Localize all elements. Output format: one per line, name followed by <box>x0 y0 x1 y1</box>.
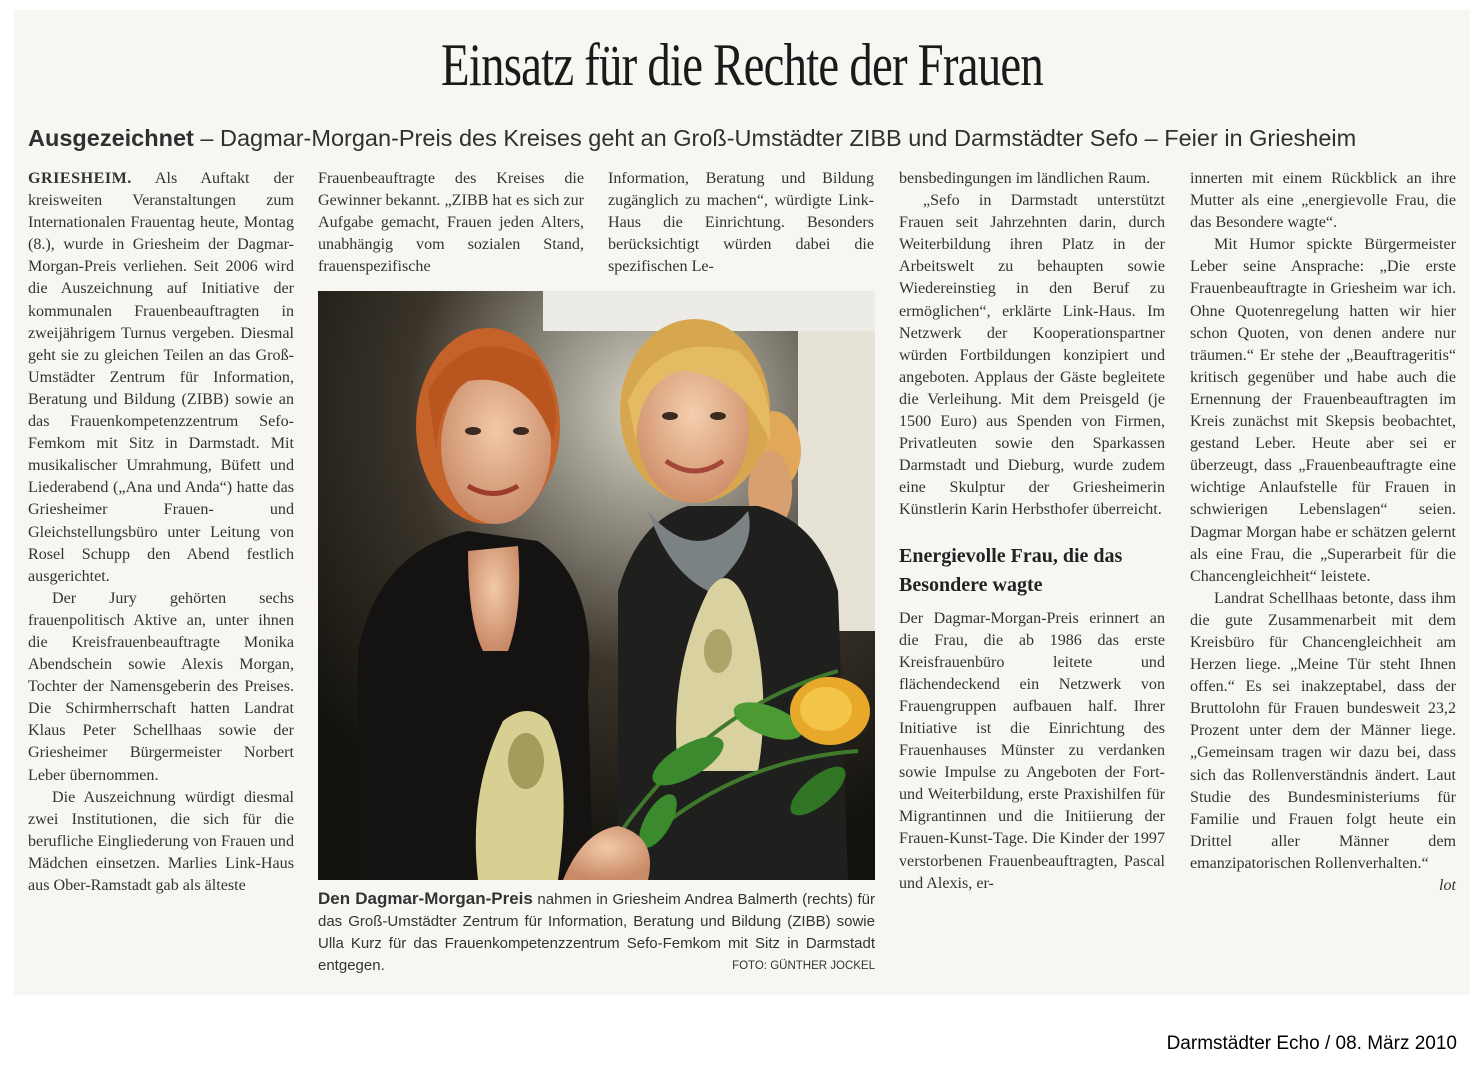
subheadline-text: – Dagmar-Morgan-Preis des Kreises geht an Groß-Umstädter ZIBB und Darmstädter Sefo – Feier in Griesheim <box>193 125 1357 151</box>
paragraph-2: Der Jury gehörten sechs frauenpolitisch Aktive an, unter ihnen die Kreisfrauenbeauftragte Monika Abendschein sowie Alexis Morgan, Tochter der Namensgeberin des Preises. Die Schirmherrschaft hatten Landrat Klaus Peter Schellhaas sowie der Griesheimer Bürgermeister Norbert Leber übernommen. <box>28 589 294 784</box>
subheadline-kicker: Ausgezeichnet <box>28 125 194 151</box>
paragraph-10: Mit Humor spickte Bürgermeister Leber seine Ansprache: „Die erste Frauenbeauftragte in Griesheim war ich. Ohne Quotenregelung hatten wir hier schon Quoten, von denen andere nur träumen.“ Er stehe der „Beauftrageritis“ kritisch gegenüber und habe auch die Ernennung der Frauenbeauftragten im Kreis zunächst mit Skepsis beobachtet, gestand Leber. Heute aber sei er überzeugt, dass „Frauenbeauftragte eine wichtige Anlaufstelle für Frauen in schwierigen Lebenslagen“ seien. Dagmar Morgan habe er schätzen gelernt als eine Frau, die „Superarbeit für die Chancengleichheit“ leistete. <box>1190 236 1456 585</box>
caption-lead: Den Dagmar-Morgan-Preis <box>318 889 533 908</box>
paragraph-6: bensbedingungen im ländlichen Raum. <box>899 170 1151 187</box>
column-4 <box>899 168 1165 895</box>
newspaper-clipping <box>14 10 1470 995</box>
headline: Einsatz für die Rechte der Frauen <box>441 32 1043 98</box>
dateline: GRIESHEIM. <box>28 170 132 187</box>
photo-credit: FOTO: GÜNTHER JOCKEL <box>732 960 875 972</box>
paragraph-9: innerten mit einem Rückblick an ihre Mutter als eine „energievolle Frau, die das Besondere wagte“. <box>1190 170 1456 232</box>
source-citation: Darmstädter Echo / 08. März 2010 <box>1166 1033 1457 1054</box>
subheadline <box>28 123 1468 153</box>
paragraph-5: Information, Beratung und Bildung zugänglich zu machen“, würdigte Link-Haus die Einrichtung. Besonders berücksichtigt würden dabei die spezifischen Le- <box>608 170 874 276</box>
column-2 <box>318 168 584 278</box>
paragraph-8: Der Dagmar-Morgan-Preis erinnert an die Frau, die ab 1986 das erste Kreisfrauenbüro leitete und flächendeckend ein Netzwerk von Frauengruppen aufbauen half. Ihrer Initiative ist die Einrichtung des Frauenhauses Münster zu verdanken sowie Impulse zu Angeboten der Fort- und Weiterbildung, erste Praxishilfen für Migrantinnen und die Initiierung der Frauen-Kunst-Tage. Die Kinder der 1997 verstorbenen Frauenbeauftragten, Pascal und Alexis, er- <box>899 609 1165 892</box>
paragraph-7: „Sefo in Darmstadt unterstützt Frauen seit Jahrzehnten darin, durch Weiterbildung ihren Platz in der Arbeitswelt zu behaupten sowie Wiedereinstieg in den Beruf zu ermöglichen“, erklärte Link-Haus. Im Netzwerk der Kooperationspartner würden Fortbildungen konzipiert und angeboten. Applaus der Gäste begleitete die Verleihung. Mit dem Preisgeld (je 1500 Euro) aus Spenden von Firmen, Privatleuten sowie den Sparkassen Darmstadt und Dieburg, wurde zudem eine Skulptur der Griesheimerin Künstlerin Karin Herbsthofer überreicht. <box>899 192 1165 519</box>
paragraph-3: Die Auszeichnung würdigt diesmal zwei Institutionen, die sich für die berufliche Eingliederung von Frauen und Mädchen einsetzen. Marlies Link-Haus aus Ober-Ramstadt gab als älteste <box>28 788 294 894</box>
column-3 <box>608 168 874 278</box>
column-5 <box>1190 168 1456 897</box>
caption-text: nahmen in Griesheim Andrea Balmerth (rechts) für das Groß-Umstädter Zentrum für Information, Beratung und Bildung (ZIBB) sowie Ulla Kurz für das Frauenkompetenzzentrum Sefo-Femkom mit Sitz in Darmstadt entgegen. <box>318 891 875 974</box>
award-photo <box>318 291 875 880</box>
paragraph-4: Frauenbeauftragte des Kreises die Gewinner bekannt. „ZIBB hat es sich zur Aufgabe gemacht, Frauen jeden Alters, unabhängig vom sozialen Stand, frauenspezifische <box>318 170 584 276</box>
article-subhead: Energievolle Frau, die das Besondere wagte <box>899 544 1123 596</box>
photo-illustration <box>318 291 875 880</box>
author-initials: lot <box>1439 877 1456 894</box>
column-1 <box>28 168 294 897</box>
paragraph-1: Als Auftakt der kreisweiten Veranstaltungen zum Internationalen Frauentag heute, Montag (8.), wurde in Griesheim der Dagmar-Morgan-Preis verliehen. Seit 2006 wird die Auszeichnung auf Initiative der kommunalen Frauenbeauftragten in zweijährigem Turnus vergeben. Diesmal geht sie zu gleichen Teilen an das Groß-Umstädter Zentrum für Information, Beratung und Bildung (ZIBB) sowie an das Frauenkompetenzzentrum Sefo-Femkom mit Sitz in Darmstadt. Mit musikalischer Umrahmung, Büfett und Liederabend („Ana und Anda“) hatte das Griesheimer Frauen- und Gleichstellungsbüro unter Leitung von Rosel Schupp den Abend festlich ausgerichtet. <box>28 170 294 585</box>
paragraph-11: Landrat Schellhaas betonte, dass ihm die gute Zusammenarbeit mit dem Kreisbüro für Chancengleichheit am Herzen liege. „Meine Tür steht Ihnen offen.“ Es sei inakzeptabel, dass der Bruttolohn für Frauen bundesweit 23,2 Prozent unter dem der Männer liege. „Gemeinsam tragen wir dazu bei, dass sich das Rollenverständnis ändert. Laut Studie des Bundesministeriums für Familie und Frauen folgt heute ein Drittel aller Männer dem emanzipatorischen Rollenverhalten.“ <box>1190 589 1456 872</box>
